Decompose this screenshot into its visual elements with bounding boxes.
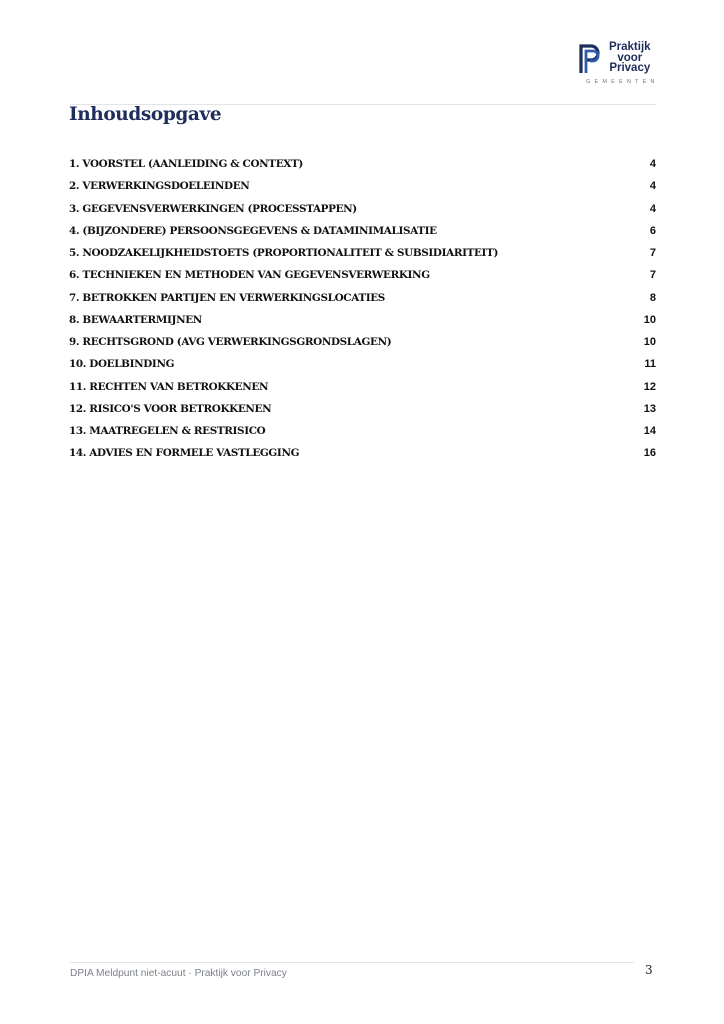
toc-entry-label: 5. NOODZAKELIJKHEIDSTOETS (PROPORTIONALITEIT & SUBSIDIARITEIT) xyxy=(69,247,499,260)
toc-entry[interactable] xyxy=(69,220,656,242)
toc-entry-page: 7 xyxy=(649,269,656,282)
toc-entry[interactable] xyxy=(69,398,656,420)
footer-divider xyxy=(70,962,634,963)
logo-line-3: Privacy xyxy=(609,62,651,74)
logo-line-2: voor xyxy=(617,51,643,64)
toc-entry-page: 10 xyxy=(643,336,656,349)
toc-entry-label: 10. DOELBINDING xyxy=(69,358,175,371)
toc-entry-page: 16 xyxy=(643,447,656,460)
toc-entry[interactable] xyxy=(69,353,656,375)
toc-entry[interactable] xyxy=(69,442,656,464)
toc-entry[interactable] xyxy=(69,331,656,353)
toc-entry-page: 11 xyxy=(644,358,656,371)
toc-entry-page: 12 xyxy=(643,380,656,393)
toc-entry-label: 13. MAATREGELEN & RESTRISICO xyxy=(69,425,266,438)
toc-entry-label: 8. BEWAARTERMIJNEN xyxy=(69,313,202,326)
toc-entry-label: 3. GEGEVENSVERWERKINGEN (PROCESSTAPPEN) xyxy=(69,202,357,215)
toc-entry[interactable] xyxy=(69,153,656,175)
toc-entry-page: 7 xyxy=(649,247,656,260)
toc-entry[interactable] xyxy=(69,175,656,197)
toc-entry[interactable] xyxy=(69,309,656,331)
brand-logo xyxy=(578,42,658,88)
toc-entry-page: 14 xyxy=(643,425,656,438)
toc-entry[interactable] xyxy=(69,242,656,264)
table-of-contents xyxy=(69,153,656,465)
toc-entry[interactable] xyxy=(69,376,656,398)
page-number: 3 xyxy=(645,963,653,977)
logo-wordmark xyxy=(609,42,651,74)
toc-entry-label: 12. RISICO'S VOOR BETROKKENEN xyxy=(69,402,272,415)
footer-text: DPIA Meldpunt niet-acuut · Praktijk voor Privacy xyxy=(70,968,287,979)
toc-entry[interactable] xyxy=(69,264,656,286)
logo-line-1: Praktijk xyxy=(609,41,651,53)
toc-entry[interactable] xyxy=(69,198,656,220)
toc-entry-label: 4. (BIJZONDERE) PERSOONSGEGEVENS & DATAMINIMALISATIE xyxy=(69,224,437,237)
toc-entry-page: 13 xyxy=(643,402,656,415)
toc-entry-page: 4 xyxy=(649,158,656,171)
toc-entry-label: 1. VOORSTEL (AANLEIDING & CONTEXT) xyxy=(69,158,303,171)
page-title: Inhoudsopgave xyxy=(69,104,222,125)
toc-entry-label: 6. TECHNIEKEN EN METHODEN VAN GEGEVENSVERWERKING xyxy=(69,269,430,282)
toc-entry-label: 11. RECHTEN VAN BETROKKENEN xyxy=(69,380,269,393)
toc-entry-page: 4 xyxy=(649,202,656,215)
toc-entry-label: 14. ADVIES EN FORMELE VASTLEGGING xyxy=(69,447,300,460)
pp-logo-icon xyxy=(578,43,604,75)
toc-entry-label: 7. BETROKKEN PARTIJEN EN VERWERKINGSLOCATIES xyxy=(69,291,385,304)
toc-entry-page: 10 xyxy=(643,313,656,326)
toc-entry[interactable] xyxy=(69,287,656,309)
toc-entry[interactable] xyxy=(69,420,656,442)
toc-entry-page: 6 xyxy=(649,224,656,237)
toc-entry-label: 2. VERWERKINGSDOELEINDEN xyxy=(69,180,250,193)
logo-subtitle: GEMEENTEN xyxy=(586,79,659,85)
toc-entry-page: 4 xyxy=(649,180,656,193)
toc-entry-page: 8 xyxy=(649,291,656,304)
toc-entry-label: 9. RECHTSGROND (AVG VERWERKINGSGRONDSLAGEN) xyxy=(69,336,392,349)
